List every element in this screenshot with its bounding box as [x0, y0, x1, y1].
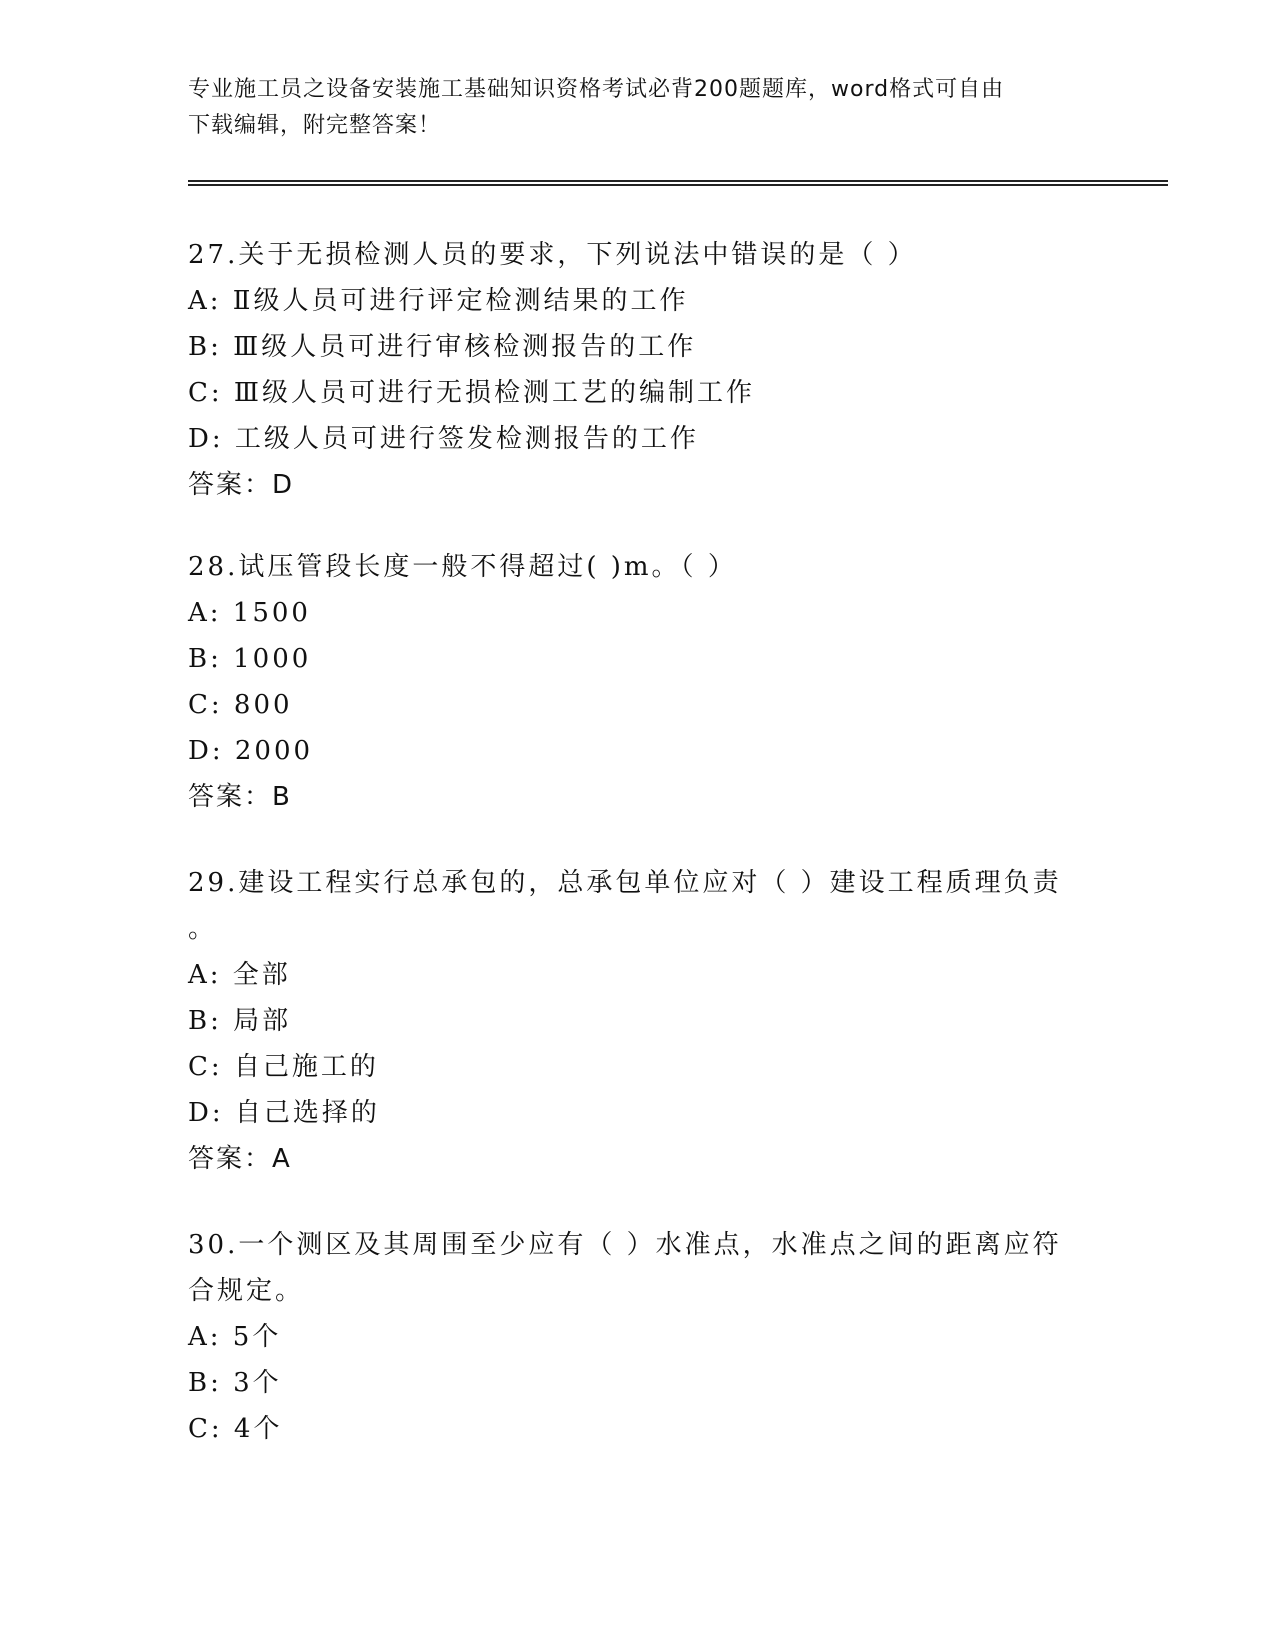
option-b: B: Ⅲ级人员可进行审核检测报告的工作	[188, 332, 697, 362]
option-b: B: 3个	[188, 1368, 282, 1398]
option-d: D: 自己选择的	[188, 1098, 380, 1128]
option-b: B: 1000	[188, 644, 312, 674]
option-d: D: 2000	[188, 736, 314, 766]
question-stem: 27.关于无损检测人员的要求，下列说法中错误的是（ ）	[188, 240, 917, 270]
question-28	[188, 544, 1088, 820]
header-divider-bottom	[188, 184, 1168, 186]
option-b: B: 局部	[188, 1006, 292, 1036]
option-a: A: 全部	[188, 960, 291, 990]
document-header	[188, 72, 1068, 144]
option-c: C: 800	[188, 690, 293, 720]
header-line-2: 下载编辑，附完整答案！	[188, 113, 442, 138]
option-a: A: Ⅱ级人员可进行评定检测结果的工作	[188, 286, 689, 316]
question-stem-continued: 合规定。	[188, 1276, 305, 1306]
question-stem: 29.建设工程实行总承包的，总承包单位应对（ ）建设工程质理负责	[188, 868, 1062, 898]
question-27	[188, 232, 1088, 508]
option-d: D: 工级人员可进行签发检测报告的工作	[188, 424, 699, 454]
answer-label: 答案：D	[188, 470, 295, 500]
question-stem-continued: 。	[188, 914, 218, 944]
option-c: C: 自己施工的	[188, 1052, 379, 1082]
option-a: A: 5个	[188, 1322, 282, 1352]
question-stem: 28.试压管段长度一般不得超过( )m。（ ）	[188, 552, 737, 582]
option-a: A: 1500	[188, 598, 311, 628]
option-c: C: 4个	[188, 1414, 283, 1444]
question-29	[188, 860, 1088, 1182]
answer-label: 答案：A	[188, 1144, 292, 1174]
header-line-1: 专业施工员之设备安装施工基础知识资格考试必背200题题库，word格式可自由	[188, 77, 1005, 102]
answer-label: 答案：B	[188, 782, 292, 812]
question-30	[188, 1222, 1088, 1452]
header-divider-top	[188, 180, 1168, 182]
option-c: C: Ⅲ级人员可进行无损检测工艺的编制工作	[188, 378, 755, 408]
question-stem: 30.一个测区及其周围至少应有（ ）水准点，水准点之间的距离应符	[188, 1230, 1062, 1260]
